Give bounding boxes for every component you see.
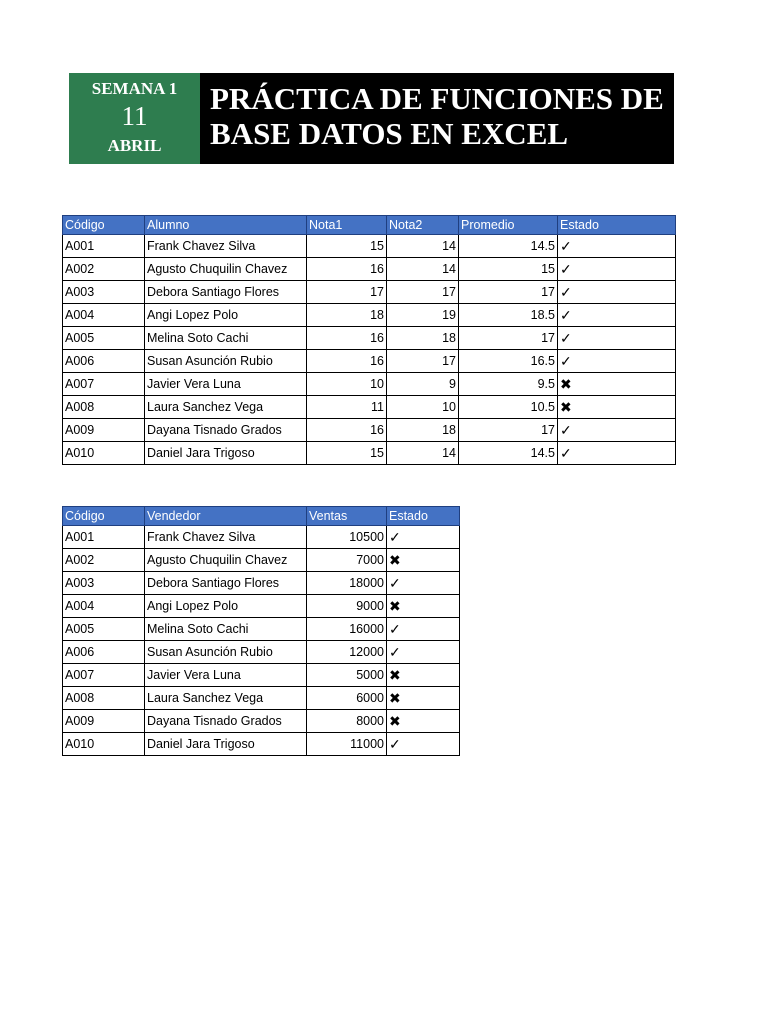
check-icon: ✓	[558, 235, 676, 258]
table-cell: A008	[63, 687, 145, 710]
table-row	[63, 664, 460, 687]
table-cell: Melina Soto Cachi	[145, 618, 307, 641]
check-icon: ✓	[387, 733, 460, 756]
table-cell: Frank Chavez Silva	[145, 526, 307, 549]
table-cell: A001	[63, 526, 145, 549]
week-label: SEMANA 1	[91, 79, 178, 98]
table-row	[63, 373, 676, 396]
table-row	[63, 733, 460, 756]
table-cell: A007	[63, 373, 145, 396]
table-cell: A005	[63, 327, 145, 350]
students-body	[63, 235, 676, 465]
table-cell: Daniel Jara Trigoso	[145, 733, 307, 756]
table-row	[63, 595, 460, 618]
column-header: Código	[63, 216, 145, 235]
students-header-row	[63, 216, 676, 235]
check-icon: ✓	[387, 641, 460, 664]
table-cell: Debora Santiago Flores	[145, 572, 307, 595]
table-cell: 19	[387, 304, 459, 327]
table-cell: 18	[387, 419, 459, 442]
table-cell: 16	[307, 258, 387, 281]
check-icon: ✓	[558, 304, 676, 327]
table-cell: 16000	[307, 618, 387, 641]
table-cell: 12000	[307, 641, 387, 664]
sales-body	[63, 526, 460, 756]
table-cell: Agusto Chuquilin Chavez	[145, 549, 307, 572]
table-cell: 17	[387, 281, 459, 304]
table-cell: 5000	[307, 664, 387, 687]
table-cell: 18000	[307, 572, 387, 595]
table-row	[63, 526, 460, 549]
table-row	[63, 258, 676, 281]
date-banner	[69, 73, 200, 164]
column-header: Ventas	[307, 507, 387, 526]
table-cell: Laura Sanchez Vega	[145, 687, 307, 710]
cross-icon: ✖	[558, 396, 676, 419]
table-cell: A005	[63, 618, 145, 641]
check-icon: ✓	[558, 442, 676, 465]
table-row	[63, 304, 676, 327]
table-cell: 18.5	[459, 304, 558, 327]
table-row	[63, 396, 676, 419]
table-cell: A010	[63, 733, 145, 756]
table-row	[63, 281, 676, 304]
cross-icon: ✖	[387, 687, 460, 710]
check-icon: ✓	[387, 526, 460, 549]
table-cell: 10.5	[459, 396, 558, 419]
table-cell: Javier Vera Luna	[145, 664, 307, 687]
table-cell: Dayana Tisnado Grados	[145, 419, 307, 442]
check-icon: ✓	[558, 419, 676, 442]
check-icon: ✓	[558, 327, 676, 350]
table-cell: 14.5	[459, 442, 558, 465]
table-cell: 10500	[307, 526, 387, 549]
table-cell: A003	[63, 281, 145, 304]
day-number: 11	[121, 101, 148, 131]
title-line-2: BASE DATOS EN EXCEL	[210, 116, 569, 151]
table-cell: A006	[63, 641, 145, 664]
table-row	[63, 618, 460, 641]
table-cell: 11	[307, 396, 387, 419]
table-cell: 18	[387, 327, 459, 350]
table-cell: 17	[387, 350, 459, 373]
table-row	[63, 549, 460, 572]
table-cell: 17	[459, 419, 558, 442]
sales-header-row	[63, 507, 460, 526]
table-row	[63, 572, 460, 595]
table-cell: Frank Chavez Silva	[145, 235, 307, 258]
column-header: Código	[63, 507, 145, 526]
table-cell: 8000	[307, 710, 387, 733]
cross-icon: ✖	[387, 664, 460, 687]
table-cell: 9	[387, 373, 459, 396]
table-cell: Laura Sanchez Vega	[145, 396, 307, 419]
column-header: Alumno	[145, 216, 307, 235]
table-cell: A008	[63, 396, 145, 419]
table-row	[63, 710, 460, 733]
column-header: Vendedor	[145, 507, 307, 526]
table-cell: A006	[63, 350, 145, 373]
table-cell: A002	[63, 549, 145, 572]
table-cell: 14	[387, 235, 459, 258]
column-header: Estado	[387, 507, 460, 526]
table-cell: 14	[387, 442, 459, 465]
table-cell: 10	[387, 396, 459, 419]
check-icon: ✓	[558, 258, 676, 281]
table-cell: 15	[307, 235, 387, 258]
cross-icon: ✖	[387, 549, 460, 572]
table-cell: 17	[307, 281, 387, 304]
table-cell: A009	[63, 419, 145, 442]
table-cell: A007	[63, 664, 145, 687]
table-row	[63, 641, 460, 664]
table-cell: 16.5	[459, 350, 558, 373]
cross-icon: ✖	[387, 710, 460, 733]
check-icon: ✓	[558, 281, 676, 304]
table-cell: 16	[307, 419, 387, 442]
table-cell: 9.5	[459, 373, 558, 396]
table-cell: A004	[63, 304, 145, 327]
table-cell: 6000	[307, 687, 387, 710]
table-cell: A004	[63, 595, 145, 618]
table-cell: Daniel Jara Trigoso	[145, 442, 307, 465]
table-cell: 17	[459, 281, 558, 304]
table-cell: 15	[307, 442, 387, 465]
table-cell: A009	[63, 710, 145, 733]
table-cell: Agusto Chuquilin Chavez	[145, 258, 307, 281]
table-cell: Angi Lopez Polo	[145, 304, 307, 327]
table-cell: A002	[63, 258, 145, 281]
table-row	[63, 327, 676, 350]
table-cell: 16	[307, 350, 387, 373]
title-banner	[200, 73, 674, 164]
column-header: Nota2	[387, 216, 459, 235]
table-cell: 16	[307, 327, 387, 350]
table-cell: 14.5	[459, 235, 558, 258]
students-table	[62, 215, 676, 465]
table-cell: 10	[307, 373, 387, 396]
table-cell: Debora Santiago Flores	[145, 281, 307, 304]
check-icon: ✓	[558, 350, 676, 373]
column-header: Estado	[558, 216, 676, 235]
cross-icon: ✖	[387, 595, 460, 618]
check-icon: ✓	[387, 572, 460, 595]
cross-icon: ✖	[558, 373, 676, 396]
table-row	[63, 350, 676, 373]
table-row	[63, 235, 676, 258]
table-cell: 18	[307, 304, 387, 327]
table-cell: Susan Asunción Rubio	[145, 350, 307, 373]
column-header: Promedio	[459, 216, 558, 235]
month-label: ABRIL	[107, 136, 162, 155]
check-icon: ✓	[387, 618, 460, 641]
table-cell: Dayana Tisnado Grados	[145, 710, 307, 733]
table-cell: 15	[459, 258, 558, 281]
table-cell: 17	[459, 327, 558, 350]
table-row	[63, 419, 676, 442]
sales-table	[62, 506, 460, 756]
table-cell: Angi Lopez Polo	[145, 595, 307, 618]
table-cell: A003	[63, 572, 145, 595]
table-cell: A010	[63, 442, 145, 465]
table-cell: A001	[63, 235, 145, 258]
table-cell: Melina Soto Cachi	[145, 327, 307, 350]
table-cell: 9000	[307, 595, 387, 618]
table-cell: 11000	[307, 733, 387, 756]
table-cell: 14	[387, 258, 459, 281]
table-row	[63, 687, 460, 710]
table-row	[63, 442, 676, 465]
table-cell: Susan Asunción Rubio	[145, 641, 307, 664]
table-cell: 7000	[307, 549, 387, 572]
table-cell: Javier Vera Luna	[145, 373, 307, 396]
column-header: Nota1	[307, 216, 387, 235]
title-line-1: PRÁCTICA DE FUNCIONES DE	[210, 81, 664, 116]
